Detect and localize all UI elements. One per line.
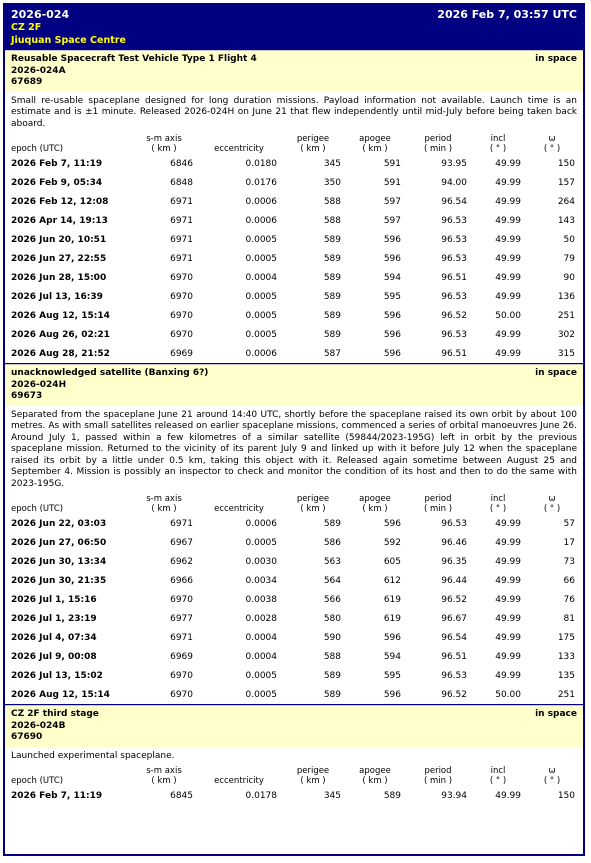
apogee-cell: 595 xyxy=(383,670,401,681)
inclination-cell: 49.99 xyxy=(495,348,521,359)
apogee-cell: 596 xyxy=(383,310,401,321)
perigee-header-name: perigee xyxy=(296,766,330,776)
sma-header xyxy=(131,494,197,514)
launch-record xyxy=(3,3,585,856)
object-section xyxy=(5,363,583,704)
omega-header xyxy=(525,134,579,154)
perigee-cell: 350 xyxy=(323,177,341,188)
eccentricity-cell: 0.0005 xyxy=(245,670,277,681)
epoch-cell: 2026 Aug 12, 15:14 xyxy=(11,689,110,700)
sma-cell: 6971 xyxy=(170,215,193,226)
apogee-cell: 596 xyxy=(383,632,401,643)
table-header-row xyxy=(11,494,579,514)
omega-header-name: ω xyxy=(548,766,556,776)
apogee-header-name: apogee xyxy=(359,494,391,504)
perigee-cell: 589 xyxy=(323,670,341,681)
eccentricity-cell: 0.0005 xyxy=(245,689,277,700)
eccentricity-header xyxy=(197,134,281,154)
inclination-cell: 49.99 xyxy=(495,158,521,169)
period-cell: 96.52 xyxy=(441,594,467,605)
period-header xyxy=(405,134,471,154)
period-cell: 96.53 xyxy=(441,670,467,681)
perigee-cell: 586 xyxy=(323,537,341,548)
omega-cell: 135 xyxy=(557,670,575,681)
epoch-cell: 2026 Jun 22, 03:03 xyxy=(11,518,107,529)
apogee-cell: 612 xyxy=(383,575,401,586)
orbital-elements-table xyxy=(11,494,579,704)
table-header-row xyxy=(11,134,579,154)
eccentricity-cell: 0.0005 xyxy=(245,234,277,245)
epoch-cell: 2026 Jul 13, 15:02 xyxy=(11,670,103,681)
perigee-header-unit: ( km ) xyxy=(300,504,326,514)
eccentricity-cell: 0.0038 xyxy=(245,594,277,605)
eccentricity-cell: 0.0176 xyxy=(245,177,277,188)
omega-cell: 251 xyxy=(557,310,575,321)
omega-header-name: ω xyxy=(548,134,556,144)
omega-header-unit: ( ° ) xyxy=(543,144,561,154)
apogee-header-name: apogee xyxy=(359,766,391,776)
table-row xyxy=(11,325,579,344)
launch-header xyxy=(5,5,583,49)
omega-cell: 66 xyxy=(563,575,575,586)
perigee-cell: 588 xyxy=(323,215,341,226)
period-header-unit: ( min ) xyxy=(423,504,453,514)
epoch-cell: 2026 Aug 12, 15:14 xyxy=(11,310,110,321)
omega-cell: 90 xyxy=(563,272,575,283)
eccentricity-cell: 0.0005 xyxy=(245,329,277,340)
apogee-cell: 596 xyxy=(383,348,401,359)
period-cell: 96.51 xyxy=(441,348,467,359)
eccentricity-cell: 0.0004 xyxy=(245,632,277,643)
sma-header-name: s-m axis xyxy=(146,494,182,504)
omega-cell: 57 xyxy=(563,518,575,529)
object-norad: 69673 xyxy=(11,391,43,401)
inclination-cell: 49.99 xyxy=(495,632,521,643)
epoch-cell: 2026 Jul 1, 15:16 xyxy=(11,594,97,605)
period-cell: 96.51 xyxy=(441,272,467,283)
object-norad: 67689 xyxy=(11,77,43,87)
eccentricity-cell: 0.0005 xyxy=(245,310,277,321)
apogee-header-unit: ( km ) xyxy=(362,144,388,154)
period-cell: 96.44 xyxy=(441,575,467,586)
inclination-cell: 49.99 xyxy=(495,272,521,283)
table-row xyxy=(11,666,579,685)
table-row xyxy=(11,571,579,590)
object-name: unacknowledged satellite (Banxing 6?) xyxy=(11,368,209,378)
epoch-cell: 2026 Feb 12, 12:08 xyxy=(11,196,109,207)
inclination-header-name: incl xyxy=(490,494,506,504)
omega-cell: 17 xyxy=(563,537,575,548)
sma-cell: 6970 xyxy=(170,594,193,605)
epoch-cell: 2026 Apr 14, 19:13 xyxy=(11,215,108,226)
apogee-cell: 619 xyxy=(383,613,401,624)
epoch-cell: 2026 Jun 30, 21:35 xyxy=(11,575,107,586)
epoch-cell: 2026 Jun 30, 13:34 xyxy=(11,556,107,567)
sma-cell: 6846 xyxy=(170,158,193,169)
perigee-cell: 587 xyxy=(323,348,341,359)
inclination-cell: 49.99 xyxy=(495,651,521,662)
sma-header-name: s-m axis xyxy=(146,134,182,144)
object-name: Reusable Spacecraft Test Vehicle Type 1 Flight 4 xyxy=(11,54,257,64)
omega-cell: 133 xyxy=(557,651,575,662)
sma-header-unit: ( km ) xyxy=(151,144,177,154)
inclination-cell: 49.99 xyxy=(495,594,521,605)
inclination-cell: 49.99 xyxy=(495,196,521,207)
perigee-header-name: perigee xyxy=(296,494,330,504)
perigee-cell: 564 xyxy=(323,575,341,586)
eccentricity-header xyxy=(197,494,281,514)
launch-site: Jiuquan Space Centre xyxy=(11,35,126,46)
table-header-row xyxy=(11,766,579,786)
eccentricity-header-name: eccentricity xyxy=(214,504,264,514)
omega-cell: 143 xyxy=(557,215,575,226)
object-list xyxy=(5,49,583,805)
sma-cell: 6969 xyxy=(170,651,193,662)
apogee-cell: 596 xyxy=(383,329,401,340)
epoch-header xyxy=(11,494,131,514)
orbital-elements-table xyxy=(11,134,579,363)
apogee-cell: 596 xyxy=(383,689,401,700)
period-header-name: period xyxy=(424,134,452,144)
sma-cell: 6967 xyxy=(170,537,193,548)
omega-cell: 50 xyxy=(563,234,575,245)
omega-cell: 175 xyxy=(557,632,575,643)
sma-header-name: s-m axis xyxy=(146,766,182,776)
sma-cell: 6966 xyxy=(170,575,193,586)
perigee-header xyxy=(281,134,345,154)
perigee-cell: 566 xyxy=(323,594,341,605)
table-row xyxy=(11,609,579,628)
period-header-unit: ( min ) xyxy=(423,776,453,786)
inclination-header-name: incl xyxy=(490,134,506,144)
apogee-header-unit: ( km ) xyxy=(362,776,388,786)
eccentricity-cell: 0.0180 xyxy=(245,158,277,169)
sma-cell: 6971 xyxy=(170,253,193,264)
perigee-cell: 589 xyxy=(323,272,341,283)
eccentricity-cell: 0.0006 xyxy=(245,348,277,359)
epoch-cell: 2026 Feb 7, 11:19 xyxy=(11,158,103,169)
inclination-cell: 49.99 xyxy=(495,253,521,264)
sma-cell: 6845 xyxy=(170,790,193,801)
sma-cell: 6970 xyxy=(170,272,193,283)
apogee-header-unit: ( km ) xyxy=(362,504,388,514)
omega-header-unit: ( ° ) xyxy=(543,776,561,786)
omega-cell: 302 xyxy=(557,329,575,340)
omega-cell: 81 xyxy=(563,613,575,624)
sma-cell: 6971 xyxy=(170,518,193,529)
perigee-cell: 589 xyxy=(323,689,341,700)
epoch-header-name: epoch (UTC) xyxy=(11,504,64,514)
inclination-cell: 49.99 xyxy=(495,329,521,340)
object-status: in space xyxy=(535,709,577,719)
epoch-cell: 2026 Feb 9, 05:34 xyxy=(11,177,103,188)
perigee-cell: 588 xyxy=(323,196,341,207)
inclination-cell: 49.99 xyxy=(495,215,521,226)
sma-cell: 6971 xyxy=(170,196,193,207)
eccentricity-cell: 0.0034 xyxy=(245,575,277,586)
object-cospar: 2026-024H xyxy=(11,379,67,390)
omega-header-name: ω xyxy=(548,494,556,504)
perigee-cell: 563 xyxy=(323,556,341,567)
perigee-header-unit: ( km ) xyxy=(300,776,326,786)
apogee-cell: 619 xyxy=(383,594,401,605)
inclination-header xyxy=(471,494,525,514)
perigee-cell: 345 xyxy=(323,790,341,801)
apogee-header xyxy=(345,134,405,154)
omega-cell: 315 xyxy=(557,348,575,359)
perigee-header xyxy=(281,494,345,514)
table-row xyxy=(11,249,579,268)
sma-cell: 6970 xyxy=(170,310,193,321)
eccentricity-cell: 0.0028 xyxy=(245,613,277,624)
object-norad: 67690 xyxy=(11,732,43,742)
epoch-header-name: epoch (UTC) xyxy=(11,144,64,154)
period-cell: 96.53 xyxy=(441,215,467,226)
omega-cell: 73 xyxy=(563,556,575,567)
inclination-cell: 49.99 xyxy=(495,670,521,681)
table-row xyxy=(11,786,579,805)
omega-header xyxy=(525,494,579,514)
perigee-cell: 589 xyxy=(323,291,341,302)
inclination-cell: 49.99 xyxy=(495,291,521,302)
epoch-cell: 2026 Aug 26, 02:21 xyxy=(11,329,110,340)
table-row xyxy=(11,552,579,571)
epoch-cell: 2026 Jun 28, 15:00 xyxy=(11,272,107,283)
inclination-cell: 49.99 xyxy=(495,537,521,548)
inclination-cell: 49.99 xyxy=(495,234,521,245)
inclination-header xyxy=(471,766,525,786)
inclination-cell: 49.99 xyxy=(495,790,521,801)
apogee-cell: 597 xyxy=(383,215,401,226)
perigee-cell: 588 xyxy=(323,651,341,662)
epoch-cell: 2026 Jun 27, 22:55 xyxy=(11,253,107,264)
epoch-cell: 2026 Feb 7, 11:19 xyxy=(11,790,103,801)
period-header xyxy=(405,494,471,514)
object-status: in space xyxy=(535,54,577,64)
sma-header xyxy=(131,766,197,786)
object-header xyxy=(5,50,583,92)
sma-cell: 6970 xyxy=(170,670,193,681)
omega-cell: 76 xyxy=(563,594,575,605)
perigee-header-name: perigee xyxy=(296,134,330,144)
inclination-cell: 50.00 xyxy=(495,689,521,700)
inclination-cell: 49.99 xyxy=(495,177,521,188)
perigee-cell: 345 xyxy=(323,158,341,169)
table-row xyxy=(11,154,579,173)
object-description: Separated from the spaceplane June 21 around 14:40 UTC, shortly before the spaceplane raised its own orbit by about 100 metres. As with small satellites released on earlier spaceplane missions, commenced a series of orbital manoeuvres June 26. Around July 1, passed within a few kilometres of a similar satellite (59844/2023-195G) left in orbit by the previous spaceplane mission. Returned to the vicinity of its parent July 9 and linked up with it before July 12 when the spaceplane raised its orbit by a little under 0.5 km, taking this object with it. Released again sometime between August 25 and September 4. Mission is possibly an inspector to check and monitor the condition of its host and then to do the same with 2023-195G. xyxy=(11,409,577,489)
sma-cell: 6848 xyxy=(170,177,193,188)
omega-header xyxy=(525,766,579,786)
apogee-header xyxy=(345,494,405,514)
epoch-cell: 2026 Jul 13, 16:39 xyxy=(11,291,103,302)
object-name: CZ 2F third stage xyxy=(11,709,99,719)
inclination-header-unit: ( ° ) xyxy=(489,776,507,786)
object-header xyxy=(5,364,583,406)
sma-cell: 6962 xyxy=(170,556,193,567)
apogee-cell: 597 xyxy=(383,196,401,207)
perigee-cell: 589 xyxy=(323,518,341,529)
object-cospar: 2026-024B xyxy=(11,720,66,731)
apogee-cell: 591 xyxy=(383,177,401,188)
epoch-header-name: epoch (UTC) xyxy=(11,776,64,786)
launch-date: 2026 Feb 7, 03:57 UTC xyxy=(437,8,577,21)
apogee-header xyxy=(345,766,405,786)
table-row xyxy=(11,268,579,287)
period-cell: 96.53 xyxy=(441,253,467,264)
omega-cell: 79 xyxy=(563,253,575,264)
eccentricity-cell: 0.0006 xyxy=(245,518,277,529)
inclination-header xyxy=(471,134,525,154)
epoch-cell: 2026 Jun 27, 06:50 xyxy=(11,537,107,548)
apogee-cell: 596 xyxy=(383,253,401,264)
apogee-cell: 605 xyxy=(383,556,401,567)
inclination-header-unit: ( ° ) xyxy=(489,504,507,514)
sma-header xyxy=(131,134,197,154)
object-cospar: 2026-024A xyxy=(11,65,66,76)
period-cell: 96.54 xyxy=(441,196,467,207)
omega-cell: 150 xyxy=(557,790,575,801)
period-cell: 96.53 xyxy=(441,234,467,245)
period-cell: 96.46 xyxy=(441,537,467,548)
period-cell: 96.53 xyxy=(441,329,467,340)
eccentricity-header xyxy=(197,766,281,786)
sma-cell: 6969 xyxy=(170,348,193,359)
sma-cell: 6971 xyxy=(170,234,193,245)
eccentricity-cell: 0.0004 xyxy=(245,272,277,283)
table-row xyxy=(11,173,579,192)
apogee-cell: 594 xyxy=(383,651,401,662)
eccentricity-cell: 0.0178 xyxy=(245,790,277,801)
perigee-cell: 590 xyxy=(323,632,341,643)
period-cell: 96.51 xyxy=(441,651,467,662)
eccentricity-cell: 0.0005 xyxy=(245,537,277,548)
period-cell: 94.00 xyxy=(441,177,467,188)
period-cell: 96.53 xyxy=(441,291,467,302)
omega-cell: 150 xyxy=(557,158,575,169)
orbital-elements-table xyxy=(11,766,579,805)
perigee-cell: 580 xyxy=(323,613,341,624)
apogee-cell: 596 xyxy=(383,234,401,245)
epoch-cell: 2026 Jul 9, 00:08 xyxy=(11,651,97,662)
table-row xyxy=(11,211,579,230)
period-header xyxy=(405,766,471,786)
period-cell: 96.35 xyxy=(441,556,467,567)
sma-cell: 6970 xyxy=(170,689,193,700)
object-section xyxy=(5,704,583,805)
perigee-header xyxy=(281,766,345,786)
table-row xyxy=(11,647,579,666)
epoch-header xyxy=(11,766,131,786)
period-cell: 96.67 xyxy=(441,613,467,624)
inclination-header-unit: ( ° ) xyxy=(489,144,507,154)
omega-header-unit: ( ° ) xyxy=(543,504,561,514)
perigee-cell: 589 xyxy=(323,234,341,245)
period-cell: 93.95 xyxy=(441,158,467,169)
eccentricity-cell: 0.0004 xyxy=(245,651,277,662)
table-row xyxy=(11,306,579,325)
launch-vehicle: CZ 2F xyxy=(11,22,42,33)
epoch-cell: 2026 Jul 1, 23:19 xyxy=(11,613,97,624)
apogee-cell: 595 xyxy=(383,291,401,302)
sma-cell: 6977 xyxy=(170,613,193,624)
object-status: in space xyxy=(535,368,577,378)
table-row xyxy=(11,230,579,249)
apogee-cell: 592 xyxy=(383,537,401,548)
apogee-cell: 594 xyxy=(383,272,401,283)
period-cell: 96.52 xyxy=(441,310,467,321)
sma-cell: 6971 xyxy=(170,632,193,643)
launch-id: 2026-024 xyxy=(11,8,70,21)
period-header-unit: ( min ) xyxy=(423,144,453,154)
epoch-cell: 2026 Jul 4, 07:34 xyxy=(11,632,97,643)
inclination-cell: 49.99 xyxy=(495,575,521,586)
perigee-cell: 589 xyxy=(323,310,341,321)
eccentricity-header-name: eccentricity xyxy=(214,776,264,786)
apogee-header-name: apogee xyxy=(359,134,391,144)
sma-cell: 6970 xyxy=(170,329,193,340)
epoch-cell: 2026 Aug 28, 21:52 xyxy=(11,348,110,359)
epoch-header xyxy=(11,134,131,154)
table-row xyxy=(11,628,579,647)
epoch-cell: 2026 Jun 20, 10:51 xyxy=(11,234,107,245)
object-description: Launched experimental spaceplane. xyxy=(11,750,175,761)
eccentricity-header-name: eccentricity xyxy=(214,144,264,154)
table-row xyxy=(11,590,579,609)
table-row xyxy=(11,344,579,363)
object-description: Small re-usable spaceplane designed for long duration missions. Payload information not available. Launch time is an estimate and is ±1 minute. Released 2026-024H on June 21 that flew independently until mid-July before being taken back aboard. xyxy=(11,95,577,129)
object-section xyxy=(5,49,583,363)
eccentricity-cell: 0.0030 xyxy=(245,556,277,567)
period-cell: 96.54 xyxy=(441,632,467,643)
omega-cell: 157 xyxy=(557,177,575,188)
omega-cell: 251 xyxy=(557,689,575,700)
period-cell: 96.53 xyxy=(441,518,467,529)
omega-cell: 264 xyxy=(557,196,575,207)
object-header xyxy=(5,705,583,747)
perigee-cell: 589 xyxy=(323,329,341,340)
eccentricity-cell: 0.0005 xyxy=(245,291,277,302)
sma-header-unit: ( km ) xyxy=(151,504,177,514)
table-row xyxy=(11,514,579,533)
table-row xyxy=(11,685,579,704)
omega-cell: 136 xyxy=(557,291,575,302)
inclination-cell: 49.99 xyxy=(495,556,521,567)
table-row xyxy=(11,287,579,306)
apogee-cell: 589 xyxy=(383,790,401,801)
period-header-name: period xyxy=(424,766,452,776)
eccentricity-cell: 0.0006 xyxy=(245,215,277,226)
period-cell: 93.94 xyxy=(441,790,467,801)
table-row xyxy=(11,533,579,552)
eccentricity-cell: 0.0005 xyxy=(245,253,277,264)
period-cell: 96.52 xyxy=(441,689,467,700)
inclination-cell: 50.00 xyxy=(495,310,521,321)
eccentricity-cell: 0.0006 xyxy=(245,196,277,207)
inclination-cell: 49.99 xyxy=(495,518,521,529)
sma-header-unit: ( km ) xyxy=(151,776,177,786)
perigee-cell: 589 xyxy=(323,253,341,264)
sma-cell: 6970 xyxy=(170,291,193,302)
inclination-header-name: incl xyxy=(490,766,506,776)
period-header-name: period xyxy=(424,494,452,504)
apogee-cell: 596 xyxy=(383,518,401,529)
table-row xyxy=(11,192,579,211)
apogee-cell: 591 xyxy=(383,158,401,169)
perigee-header-unit: ( km ) xyxy=(300,144,326,154)
inclination-cell: 49.99 xyxy=(495,613,521,624)
